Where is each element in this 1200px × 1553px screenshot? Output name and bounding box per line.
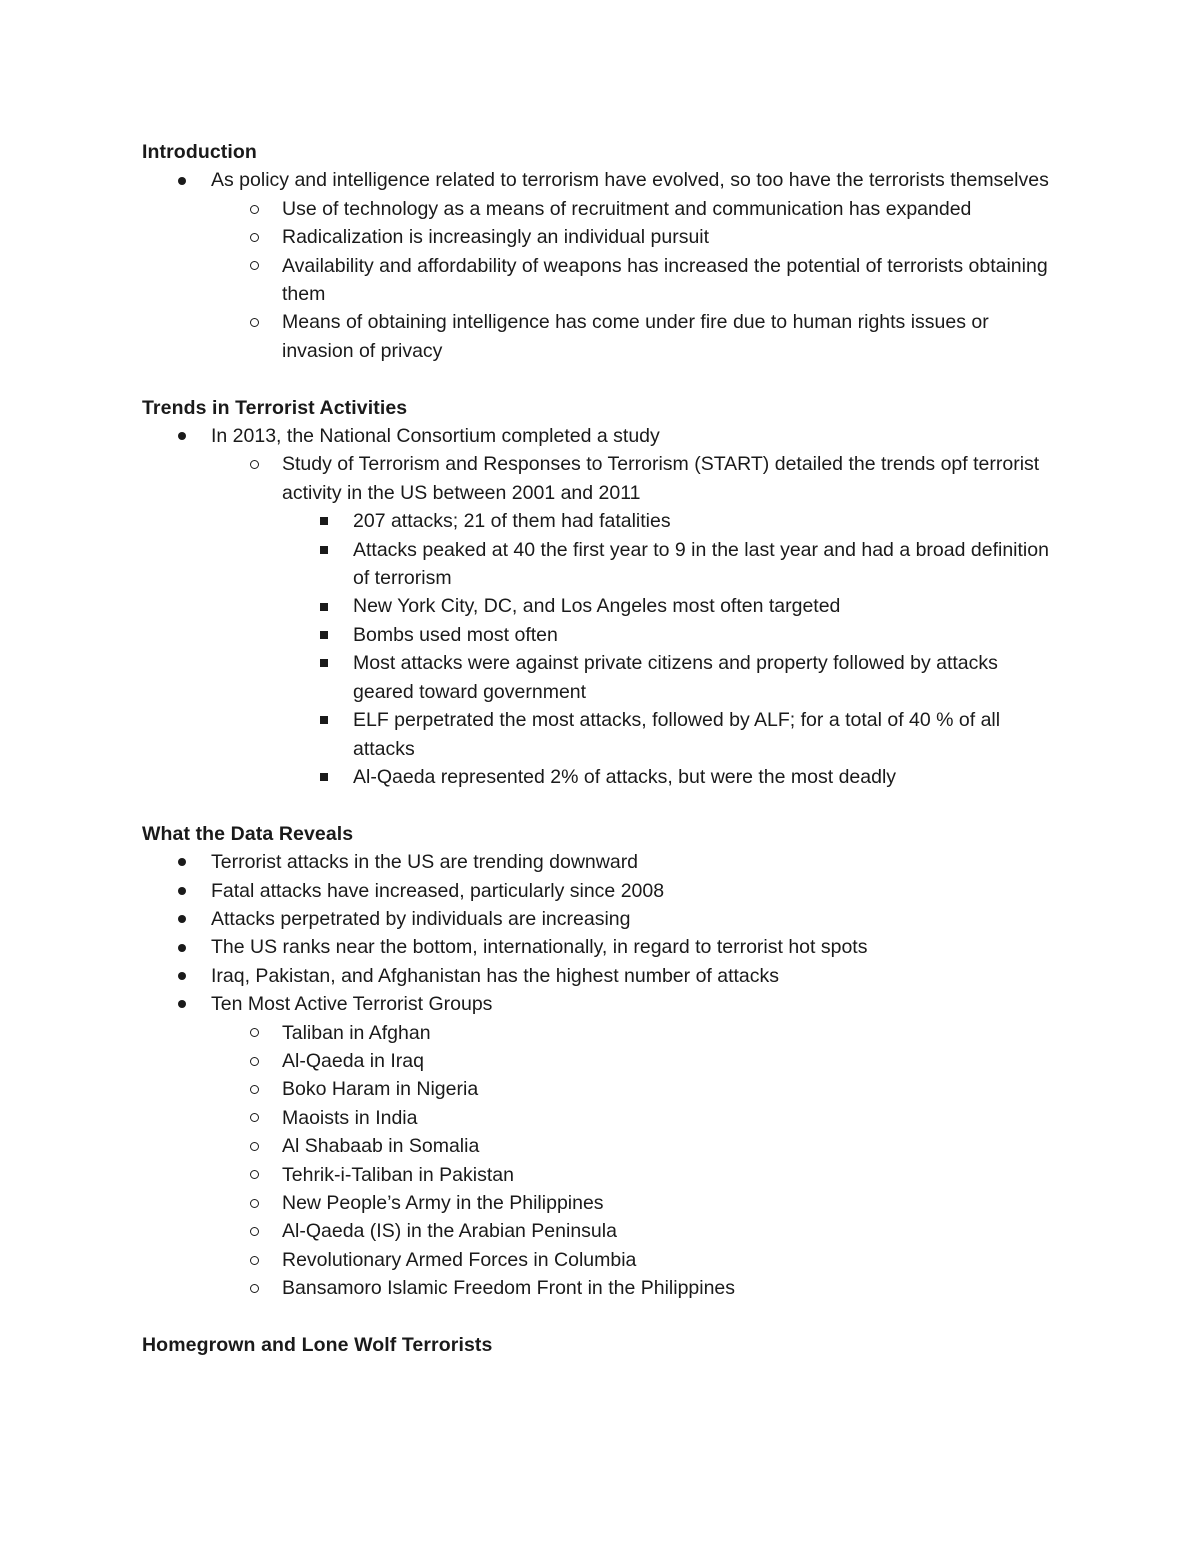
list-item-text: Revolutionary Armed Forces in Columbia (282, 1248, 637, 1271)
bullet-dot-icon (178, 933, 186, 961)
list-item-text: Maoists in India (282, 1106, 418, 1129)
bullet-dot-icon (178, 848, 186, 876)
list-item-text: As policy and intelligence related to terrorism have evolved, so too have the terrorists themselves (211, 169, 1049, 192)
list-item (142, 308, 1062, 365)
list-item (142, 763, 1062, 791)
list-item-text: Al Shabaab in Somalia (282, 1135, 480, 1158)
bullet-circle-icon (250, 1047, 259, 1075)
list-item (142, 962, 1062, 990)
list-item (142, 1246, 1062, 1274)
section-heading: What the Data Reveals (142, 822, 354, 845)
list-item (142, 1132, 1062, 1160)
list-item-text: Bansamoro Islamic Freedom Front in the Philippines (282, 1277, 736, 1300)
list-item-text: Al-Qaeda in Iraq (282, 1049, 424, 1072)
list-item (142, 507, 1062, 535)
list-item-text: New York City, DC, and Los Angeles most often targeted (353, 595, 841, 618)
bullet-dot-icon (178, 990, 186, 1018)
sub-bullet-list (142, 450, 1062, 507)
list-item (142, 1019, 1062, 1047)
bullet-square-icon (320, 763, 328, 791)
list-item-text: 207 attacks; 21 of them had fatalities (353, 510, 671, 533)
list-item (142, 1047, 1062, 1075)
list-item (142, 649, 1062, 706)
list-item (142, 990, 1062, 1018)
list-item (142, 905, 1062, 933)
section-heading: Introduction (142, 141, 257, 163)
list-item (142, 848, 1062, 876)
list-item-text: Iraq, Pakistan, and Afghanistan has the highest number of attacks (211, 964, 780, 987)
sub-bullet-list (142, 1019, 1062, 1303)
list-item (142, 1161, 1062, 1189)
bullet-square-icon (320, 706, 328, 734)
bullet-dot-icon (178, 962, 186, 990)
bullet-circle-icon (250, 1217, 259, 1245)
list-item-text: Al-Qaeda (IS) in the Arabian Peninsula (282, 1220, 617, 1243)
list-item (142, 1104, 1062, 1132)
list-item (142, 195, 1062, 223)
list-item (142, 933, 1062, 961)
bullet-list (142, 422, 1062, 450)
bullet-square-icon (320, 621, 328, 649)
section-heading: Trends in Terrorist Activities (142, 396, 408, 419)
sub-sub-bullet-list (142, 507, 1062, 791)
bullet-dot-icon (178, 877, 186, 905)
list-item (142, 592, 1062, 620)
bullet-circle-icon (250, 1075, 259, 1103)
list-item-text: Fatal attacks have increased, particularly since 2008 (211, 879, 665, 902)
section-homegrown (142, 1331, 1062, 1359)
bullet-dot-icon (178, 422, 186, 450)
list-item-text: Use of technology as a means of recruitment and communication has expanded (282, 197, 972, 220)
list-item-text: Availability and affordability of weapons has increased the potential of terrorists obtaining them (282, 254, 1048, 306)
list-item-text: Ten Most Active Terrorist Groups (211, 993, 493, 1016)
list-item-text: Means of obtaining intelligence has come under fire due to human rights issues or invasion of privacy (282, 311, 989, 362)
list-item-text: Taliban in Afghan (282, 1021, 431, 1044)
list-item (142, 621, 1062, 649)
bullet-circle-icon (250, 1104, 259, 1132)
list-item-text: Attacks perpetrated by individuals are increasing (211, 907, 631, 930)
bullet-circle-icon (250, 1189, 259, 1217)
document-page (142, 138, 1062, 1359)
bullet-circle-icon (250, 1274, 259, 1302)
list-item-text: Attacks peaked at 40 the first year to 9 in the last year and had a broad definition of terrorism (353, 538, 1049, 590)
bullet-circle-icon (250, 195, 259, 223)
bullet-circle-icon (250, 1132, 259, 1160)
list-item (142, 223, 1062, 251)
bullet-list (142, 848, 1062, 1018)
list-item (142, 166, 1062, 194)
list-item (142, 252, 1062, 309)
list-item (142, 1075, 1062, 1103)
bullet-circle-icon (250, 223, 259, 251)
section-trends (142, 394, 1062, 792)
section-data-reveals (142, 820, 1062, 1303)
list-item-text: Most attacks were against private citizens and property followed by attacks geared toward government (353, 652, 998, 703)
list-item-text: Al-Qaeda represented 2% of attacks, but were the most deadly (353, 765, 897, 788)
list-item-text: Study of Terrorism and Responses to Terrorism (START) detailed the trends opf terrorist activity in the US between 2001 and 2011 (282, 453, 1040, 504)
list-item (142, 877, 1062, 905)
bullet-square-icon (320, 507, 328, 535)
bullet-square-icon (320, 592, 328, 620)
list-item (142, 1217, 1062, 1245)
list-item-text: Boko Haram in Nigeria (282, 1078, 479, 1101)
bullet-circle-icon (250, 252, 259, 280)
list-item (142, 1274, 1062, 1302)
list-item (142, 536, 1062, 593)
list-item-text: New People’s Army in the Philippines (282, 1192, 604, 1214)
bullet-square-icon (320, 649, 328, 677)
bullet-dot-icon (178, 905, 186, 933)
bullet-circle-icon (250, 308, 259, 336)
list-item-text: Terrorist attacks in the US are trending downward (211, 851, 639, 874)
bullet-circle-icon (250, 1161, 259, 1189)
list-item (142, 450, 1062, 507)
bullet-dot-icon (178, 166, 186, 194)
section-introduction (142, 138, 1062, 365)
list-item-text: The US ranks near the bottom, internationally, in regard to terrorist hot spots (211, 936, 868, 959)
list-item (142, 422, 1062, 450)
list-item-text: ELF perpetrated the most attacks, followed by ALF; for a total of 40 % of all attacks (353, 709, 1001, 760)
bullet-circle-icon (250, 1246, 259, 1274)
bullet-list (142, 166, 1062, 194)
list-item (142, 706, 1062, 763)
bullet-square-icon (320, 536, 328, 564)
list-item-text: Radicalization is increasingly an individual pursuit (282, 226, 710, 249)
list-item-text: Tehrik-i-Taliban in Pakistan (282, 1163, 514, 1186)
section-heading: Homegrown and Lone Wolf Terrorists (142, 1334, 493, 1357)
bullet-circle-icon (250, 1019, 259, 1047)
list-item-text: Bombs used most often (353, 623, 558, 646)
list-item (142, 1189, 1062, 1217)
bullet-circle-icon (250, 450, 259, 478)
sub-bullet-list (142, 195, 1062, 365)
list-item-text: In 2013, the National Consortium completed a study (211, 425, 660, 448)
